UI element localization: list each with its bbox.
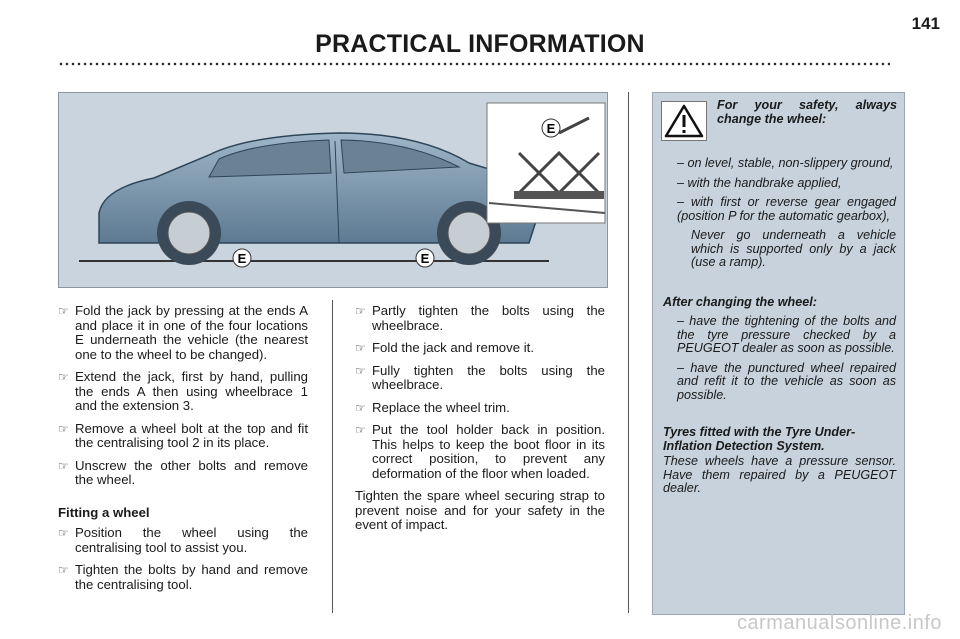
page-title: PRACTICAL INFORMATION: [315, 30, 645, 58]
instruction-item: ☞ Replace the wheel trim.: [355, 399, 510, 415]
instruction-item: ☞ Extend the jack, first by hand, pulling the ends A then using wheelbrace 1 and the extension 3.: [58, 369, 308, 413]
safety-intro: For your safety, always change the wheel:: [717, 98, 897, 126]
warning-icon-frame: [661, 101, 707, 141]
instruction-item: ☞ Position the wheel using the centralising tool to assist you.: [58, 525, 308, 555]
label-e-top: E: [546, 121, 556, 136]
warning-triangle-icon: [662, 102, 706, 140]
instruction-item: ☞ Tighten the bolts by hand and remove the centralising tool.: [58, 562, 308, 592]
title-dotted-rule: [58, 62, 890, 66]
instruction-item: ☞ Fold the jack and remove it.: [355, 340, 534, 355]
instruction-item: ☞ Put the tool holder back in position. This helps to keep the boot floor in its correct position, to prevent any deformation of the floor when loaded.: [355, 422, 605, 481]
instruction-item: ☞ Remove a wheel bolt at the top and fit the centralising tool 2 in its place.: [58, 420, 308, 450]
after-changing-heading: After changing the wheel:: [663, 294, 817, 309]
safety-note: Never go underneath a vehicle which is supported only by a jack (use a ramp).: [691, 228, 896, 269]
after-item: – have the tightening of the bolts and the tyre pressure checked by a PEUGEOT dealer as soon as possible.: [677, 314, 896, 355]
left-column: [58, 304, 308, 600]
safety-box: [652, 92, 905, 615]
instruction-item: ☞ Partly tighten the bolts using the wheelbrace.: [355, 303, 605, 333]
label-e-left: E: [237, 251, 247, 266]
fitting-wheel-heading: Fitting a wheel: [58, 504, 150, 520]
safety-condition: – with the handbrake applied,: [677, 175, 842, 190]
column-divider-left: [332, 300, 333, 613]
pointing-hand-icon: ☞: [355, 304, 366, 318]
pointing-hand-icon: ☞: [355, 423, 366, 437]
pointing-hand-icon: ☞: [58, 526, 69, 540]
pointing-hand-icon: ☞: [58, 458, 69, 473]
tyre-detection-text: These wheels have a pressure sensor. Have them repaired by a PEUGEOT dealer.: [663, 454, 896, 495]
car-jack-figure: [58, 92, 608, 288]
page-number: 141: [911, 14, 940, 33]
safety-condition: – on level, stable, non-slippery ground,: [677, 156, 894, 170]
pointing-hand-icon: ☞: [355, 400, 366, 415]
pointing-hand-icon: ☞: [58, 304, 69, 318]
pointing-hand-icon: ☞: [58, 370, 69, 384]
pointing-hand-icon: ☞: [355, 363, 366, 378]
pointing-hand-icon: ☞: [58, 421, 69, 436]
instruction-item: ☞ Unscrew the other bolts and remove the wheel.: [58, 457, 308, 487]
label-e-right: E: [420, 251, 430, 266]
instruction-item: ☞ Fully tighten the bolts using the wheelbrace.: [355, 362, 605, 392]
spare-wheel-paragraph: Tighten the spare wheel securing strap to prevent noise and for your safety in the event of impact.: [355, 488, 605, 532]
safety-body: [663, 157, 896, 496]
pointing-hand-icon: ☞: [355, 341, 366, 355]
after-item: – have the punctured wheel repaired and refit it to the vehicle as soon as possible.: [677, 360, 896, 402]
middle-column: [355, 304, 605, 541]
pointing-hand-icon: ☞: [58, 563, 69, 577]
column-divider-right: [628, 92, 629, 613]
instruction-item: ☞ Fold the jack by pressing at the ends A and place it in one of the four locations E underneath the vehicle (the nearest one to the wheel to be changed).: [58, 303, 308, 362]
watermark: carmanualsonline.info: [736, 612, 942, 634]
safety-condition: – with first or reverse gear engaged (position P for the automatic gearbox),: [677, 195, 896, 223]
tyre-detection-heading: Tyres fitted with the Tyre Under-Inflation Detection System.: [663, 425, 856, 453]
